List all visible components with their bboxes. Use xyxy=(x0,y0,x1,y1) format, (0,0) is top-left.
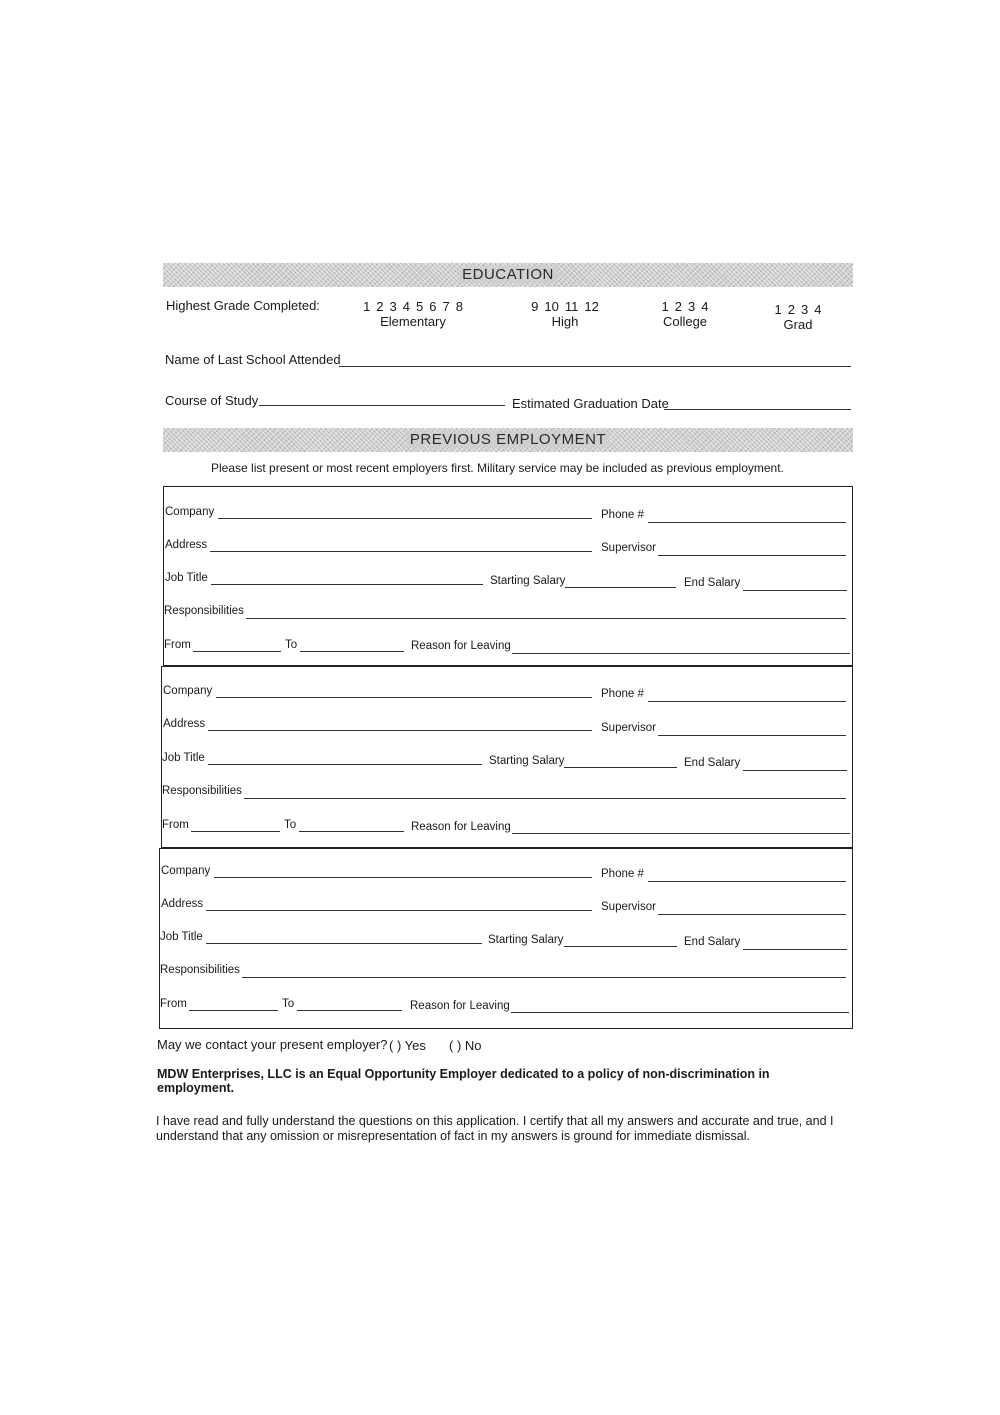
course-of-study-field[interactable] xyxy=(259,405,505,406)
to-field[interactable] xyxy=(300,651,404,652)
end-salary-label: End Salary xyxy=(684,757,741,769)
grade-option[interactable]: 4 xyxy=(402,299,410,314)
grade-group-label: High xyxy=(551,314,579,329)
end-salary-label: End Salary xyxy=(684,577,741,589)
grade-group-grad xyxy=(760,302,836,332)
education-header xyxy=(163,263,853,287)
last-school-field[interactable] xyxy=(339,366,851,367)
supervisor-label: Supervisor xyxy=(601,722,656,734)
grade-option[interactable]: 4 xyxy=(701,299,709,314)
reason-label: Reason for Leaving xyxy=(411,821,511,833)
supervisor-label: Supervisor xyxy=(601,542,656,554)
starting-salary-label: Starting Salary xyxy=(489,755,565,767)
job-title-field[interactable] xyxy=(208,764,482,765)
contact-question: May we contact your present employer? xyxy=(157,1037,388,1052)
address-label: Address xyxy=(163,718,206,730)
reason-label: Reason for Leaving xyxy=(410,1000,510,1012)
grade-option[interactable]: 3 xyxy=(688,299,696,314)
phone-label: Phone # xyxy=(601,509,644,521)
grade-option[interactable]: 8 xyxy=(455,299,463,314)
to-field[interactable] xyxy=(299,831,404,832)
phone-field[interactable] xyxy=(648,522,846,523)
grade-option[interactable]: 2 xyxy=(674,299,682,314)
grade-option[interactable]: 6 xyxy=(429,299,437,314)
grade-group-label: Elementary xyxy=(380,314,446,329)
grade-option[interactable]: 9 xyxy=(531,299,539,314)
grade-group-college xyxy=(647,299,723,329)
job-title-label: Job Title xyxy=(165,572,208,584)
responsibilities-field[interactable] xyxy=(242,977,846,978)
contact-no-option[interactable]: ( ) No xyxy=(449,1038,482,1053)
eoe-statement: MDW Enterprises, LLC is an Equal Opportunity Employer dedicated to a policy of non-discrimination in employment. xyxy=(157,1067,770,1095)
grade-option[interactable]: 4 xyxy=(814,302,822,317)
starting-salary-label: Starting Salary xyxy=(490,575,566,587)
reason-label: Reason for Leaving xyxy=(411,640,511,652)
to-label: To xyxy=(284,819,297,831)
grad-date-label: Estimated Graduation Date xyxy=(512,396,669,411)
employment-title: PREVIOUS EMPLOYMENT xyxy=(406,431,610,448)
job-title-field[interactable] xyxy=(206,943,482,944)
grade-group-high xyxy=(519,299,611,329)
address-field[interactable] xyxy=(206,910,592,911)
supervisor-label: Supervisor xyxy=(601,901,656,913)
company-label: Company xyxy=(165,506,215,518)
responsibilities-field[interactable] xyxy=(246,618,846,619)
reason-field[interactable] xyxy=(512,833,850,834)
company-field[interactable] xyxy=(216,697,592,698)
last-school-label: Name of Last School Attended xyxy=(165,352,341,367)
grade-group-label: Grad xyxy=(783,317,813,332)
from-field[interactable] xyxy=(193,651,281,652)
grade-option[interactable]: 11 xyxy=(564,299,579,314)
to-label: To xyxy=(282,998,295,1010)
to-label: To xyxy=(285,639,298,651)
grade-option[interactable]: 1 xyxy=(774,302,782,317)
job-title-field[interactable] xyxy=(211,584,483,585)
end-salary-field[interactable] xyxy=(743,590,847,591)
grade-option[interactable]: 3 xyxy=(389,299,397,314)
from-field[interactable] xyxy=(189,1010,278,1011)
phone-field[interactable] xyxy=(648,701,846,702)
starting-salary-field[interactable] xyxy=(564,767,677,768)
employer-block-3 xyxy=(159,848,853,1029)
phone-field[interactable] xyxy=(648,881,846,882)
employer-block-1 xyxy=(163,486,853,666)
certification-statement: I have read and fully understand the questions on this application. I certify that all my answers and accurate and true, and I understand that any omission or misrepresentation of fact in my answers is ground for immediate dismissal. xyxy=(156,1114,834,1143)
employer-block-2 xyxy=(161,666,853,848)
starting-salary-field[interactable] xyxy=(565,587,676,588)
company-label: Company xyxy=(161,865,211,877)
reason-field[interactable] xyxy=(511,1012,849,1013)
from-label: From xyxy=(160,998,187,1010)
employment-instructions: Please list present or most recent employers first. Military service may be included as previous employment. xyxy=(211,461,784,475)
course-of-study-label: Course of Study xyxy=(165,393,259,408)
address-field[interactable] xyxy=(208,730,592,731)
responsibilities-label: Responsibilities xyxy=(160,964,240,976)
end-salary-field[interactable] xyxy=(743,949,847,950)
address-field[interactable] xyxy=(210,551,592,552)
responsibilities-field[interactable] xyxy=(244,798,846,799)
end-salary-label: End Salary xyxy=(684,936,741,948)
company-label: Company xyxy=(163,685,213,697)
grade-option[interactable]: 1 xyxy=(363,299,371,314)
starting-salary-field[interactable] xyxy=(564,946,677,947)
highest-grade-label: Highest Grade Completed: xyxy=(166,298,320,313)
from-field[interactable] xyxy=(191,831,280,832)
grade-option[interactable]: 5 xyxy=(416,299,424,314)
phone-label: Phone # xyxy=(601,868,644,880)
grade-group-elementary xyxy=(340,299,486,329)
company-field[interactable] xyxy=(214,877,592,878)
job-title-label: Job Title xyxy=(162,752,205,764)
grade-group-label: College xyxy=(662,314,708,329)
starting-salary-label: Starting Salary xyxy=(488,934,564,946)
responsibilities-label: Responsibilities xyxy=(164,605,244,617)
reason-field[interactable] xyxy=(512,653,850,654)
from-label: From xyxy=(162,819,189,831)
grad-date-field[interactable] xyxy=(664,409,851,410)
supervisor-field[interactable] xyxy=(658,914,846,915)
company-field[interactable] xyxy=(218,518,592,519)
grade-option[interactable]: 2 xyxy=(376,299,384,314)
grade-option[interactable]: 3 xyxy=(801,302,809,317)
grade-numbers xyxy=(340,299,486,314)
from-label: From xyxy=(164,639,191,651)
grade-option[interactable]: 12 xyxy=(584,299,599,314)
job-title-label: Job Title xyxy=(160,931,203,943)
supervisor-field[interactable] xyxy=(658,555,846,556)
contact-yes-option[interactable]: ( ) Yes xyxy=(389,1038,426,1053)
address-label: Address xyxy=(161,898,204,910)
employment-header xyxy=(163,428,853,452)
supervisor-field[interactable] xyxy=(658,735,846,736)
grade-option[interactable]: 1 xyxy=(661,299,669,314)
grade-option[interactable]: 10 xyxy=(544,299,559,314)
education-title: EDUCATION xyxy=(458,266,558,283)
grade-option[interactable]: 2 xyxy=(787,302,795,317)
address-label: Address xyxy=(165,539,208,551)
to-field[interactable] xyxy=(297,1010,402,1011)
responsibilities-label: Responsibilities xyxy=(162,785,242,797)
end-salary-field[interactable] xyxy=(743,770,847,771)
phone-label: Phone # xyxy=(601,688,644,700)
grade-option[interactable]: 7 xyxy=(442,299,450,314)
